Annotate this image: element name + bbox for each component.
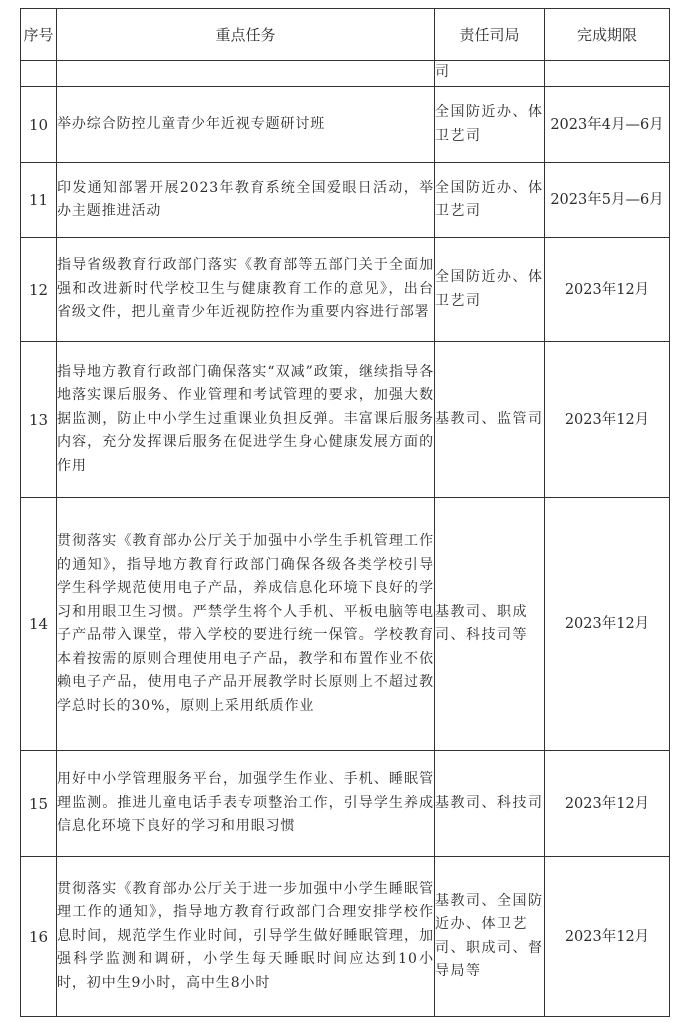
row-index: 15 xyxy=(21,751,57,857)
row-dept: 基教司、全国防近办、体卫艺司、职成司、督导局等 xyxy=(435,857,545,1017)
row-index xyxy=(21,61,57,87)
row-index: 12 xyxy=(21,238,57,342)
row-dept: 全国防近办、体卫艺司 xyxy=(435,87,545,163)
row-index: 10 xyxy=(21,87,57,163)
row-deadline: 2023年5月—6月 xyxy=(545,163,670,238)
row-index: 14 xyxy=(21,498,57,751)
row-index: 11 xyxy=(21,163,57,238)
header-task: 重点任务 xyxy=(57,9,435,61)
table-row xyxy=(21,342,670,498)
row-dept: 基教司、职成司、科技司等 xyxy=(435,498,545,751)
row-deadline: 2023年12月 xyxy=(545,751,670,857)
table-row xyxy=(21,498,670,751)
row-task: 印发通知部署开展2023年教育系统全国爱眼日活动，举办主题推进活动 xyxy=(57,163,435,238)
row-index: 13 xyxy=(21,342,57,498)
table-row xyxy=(21,238,670,342)
row-task: 贯彻落实《教育部办公厅关于加强中小学生手机管理工作的通知》，指导地方教育行政部门确保各级各类学校引导学生科学规范使用电子产品，养成信息化环境下良好的学习和用眼卫生习惯。严禁学生将个人手机、平板电脑等电子产品带入课堂，带入学校的要进行统一保管。学校教育本着按需的原则合理使用电子产品，教学和布置作业不依赖电子产品，使用电子产品开展教学时长原则上不超过教学总时长的30%，原则上采用纸质作业 xyxy=(57,498,435,751)
header-deadline: 完成期限 xyxy=(545,9,670,61)
header-index: 序号 xyxy=(21,9,57,61)
row-task: 指导地方教育行政部门确保落实“双减”政策，继续指导各地落实课后服务、作业管理和考试管理的要求，加强大数据监测，防止中小学生过重课业负担反弹。丰富课后服务内容，充分发挥课后服务在促进学生身心健康发展方面的作用 xyxy=(57,342,435,498)
table-header-row xyxy=(21,9,670,61)
table-row-continuation xyxy=(21,61,670,87)
row-dept: 基教司、科技司 xyxy=(435,751,545,857)
row-dept: 全国防近办、体卫艺司 xyxy=(435,163,545,238)
row-task: 贯彻落实《教育部办公厅关于进一步加强中小学生睡眠管理工作的通知》，指导地方教育行政部门合理安排学校作息时间，规范学生作业时间，引导学生做好睡眠管理，加强科学监测和调研，小学生每天睡眠时间应达到10小时，初中生9小时，高中生8小时 xyxy=(57,857,435,1017)
row-deadline: 2023年12月 xyxy=(545,342,670,498)
table-row xyxy=(21,87,670,163)
row-task: 用好中小学管理服务平台，加强学生作业、手机、睡眠管理监测。推进儿童电话手表专项整治工作，引导学生养成信息化环境下良好的学习和用眼习惯 xyxy=(57,751,435,857)
table-row xyxy=(21,857,670,1017)
row-deadline: 2023年4月—6月 xyxy=(545,87,670,163)
key-tasks-table xyxy=(20,8,670,1017)
row-deadline: 2023年12月 xyxy=(545,857,670,1017)
row-index: 16 xyxy=(21,857,57,1017)
row-dept: 司 xyxy=(435,61,545,87)
table-row xyxy=(21,163,670,238)
row-deadline xyxy=(545,61,670,87)
row-task: 举办综合防控儿童青少年近视专题研讨班 xyxy=(57,87,435,163)
table-row xyxy=(21,751,670,857)
row-deadline: 2023年12月 xyxy=(545,238,670,342)
row-task xyxy=(57,61,435,87)
row-task: 指导省级教育行政部门落实《教育部等五部门关于全面加强和改进新时代学校卫生与健康教育工作的意见》，出台省级文件，把儿童青少年近视防控作为重要内容进行部署 xyxy=(57,238,435,342)
header-dept: 责任司局 xyxy=(435,9,545,61)
row-dept: 全国防近办、体卫艺司 xyxy=(435,238,545,342)
row-deadline: 2023年12月 xyxy=(545,498,670,751)
row-dept: 基教司、监管司 xyxy=(435,342,545,498)
